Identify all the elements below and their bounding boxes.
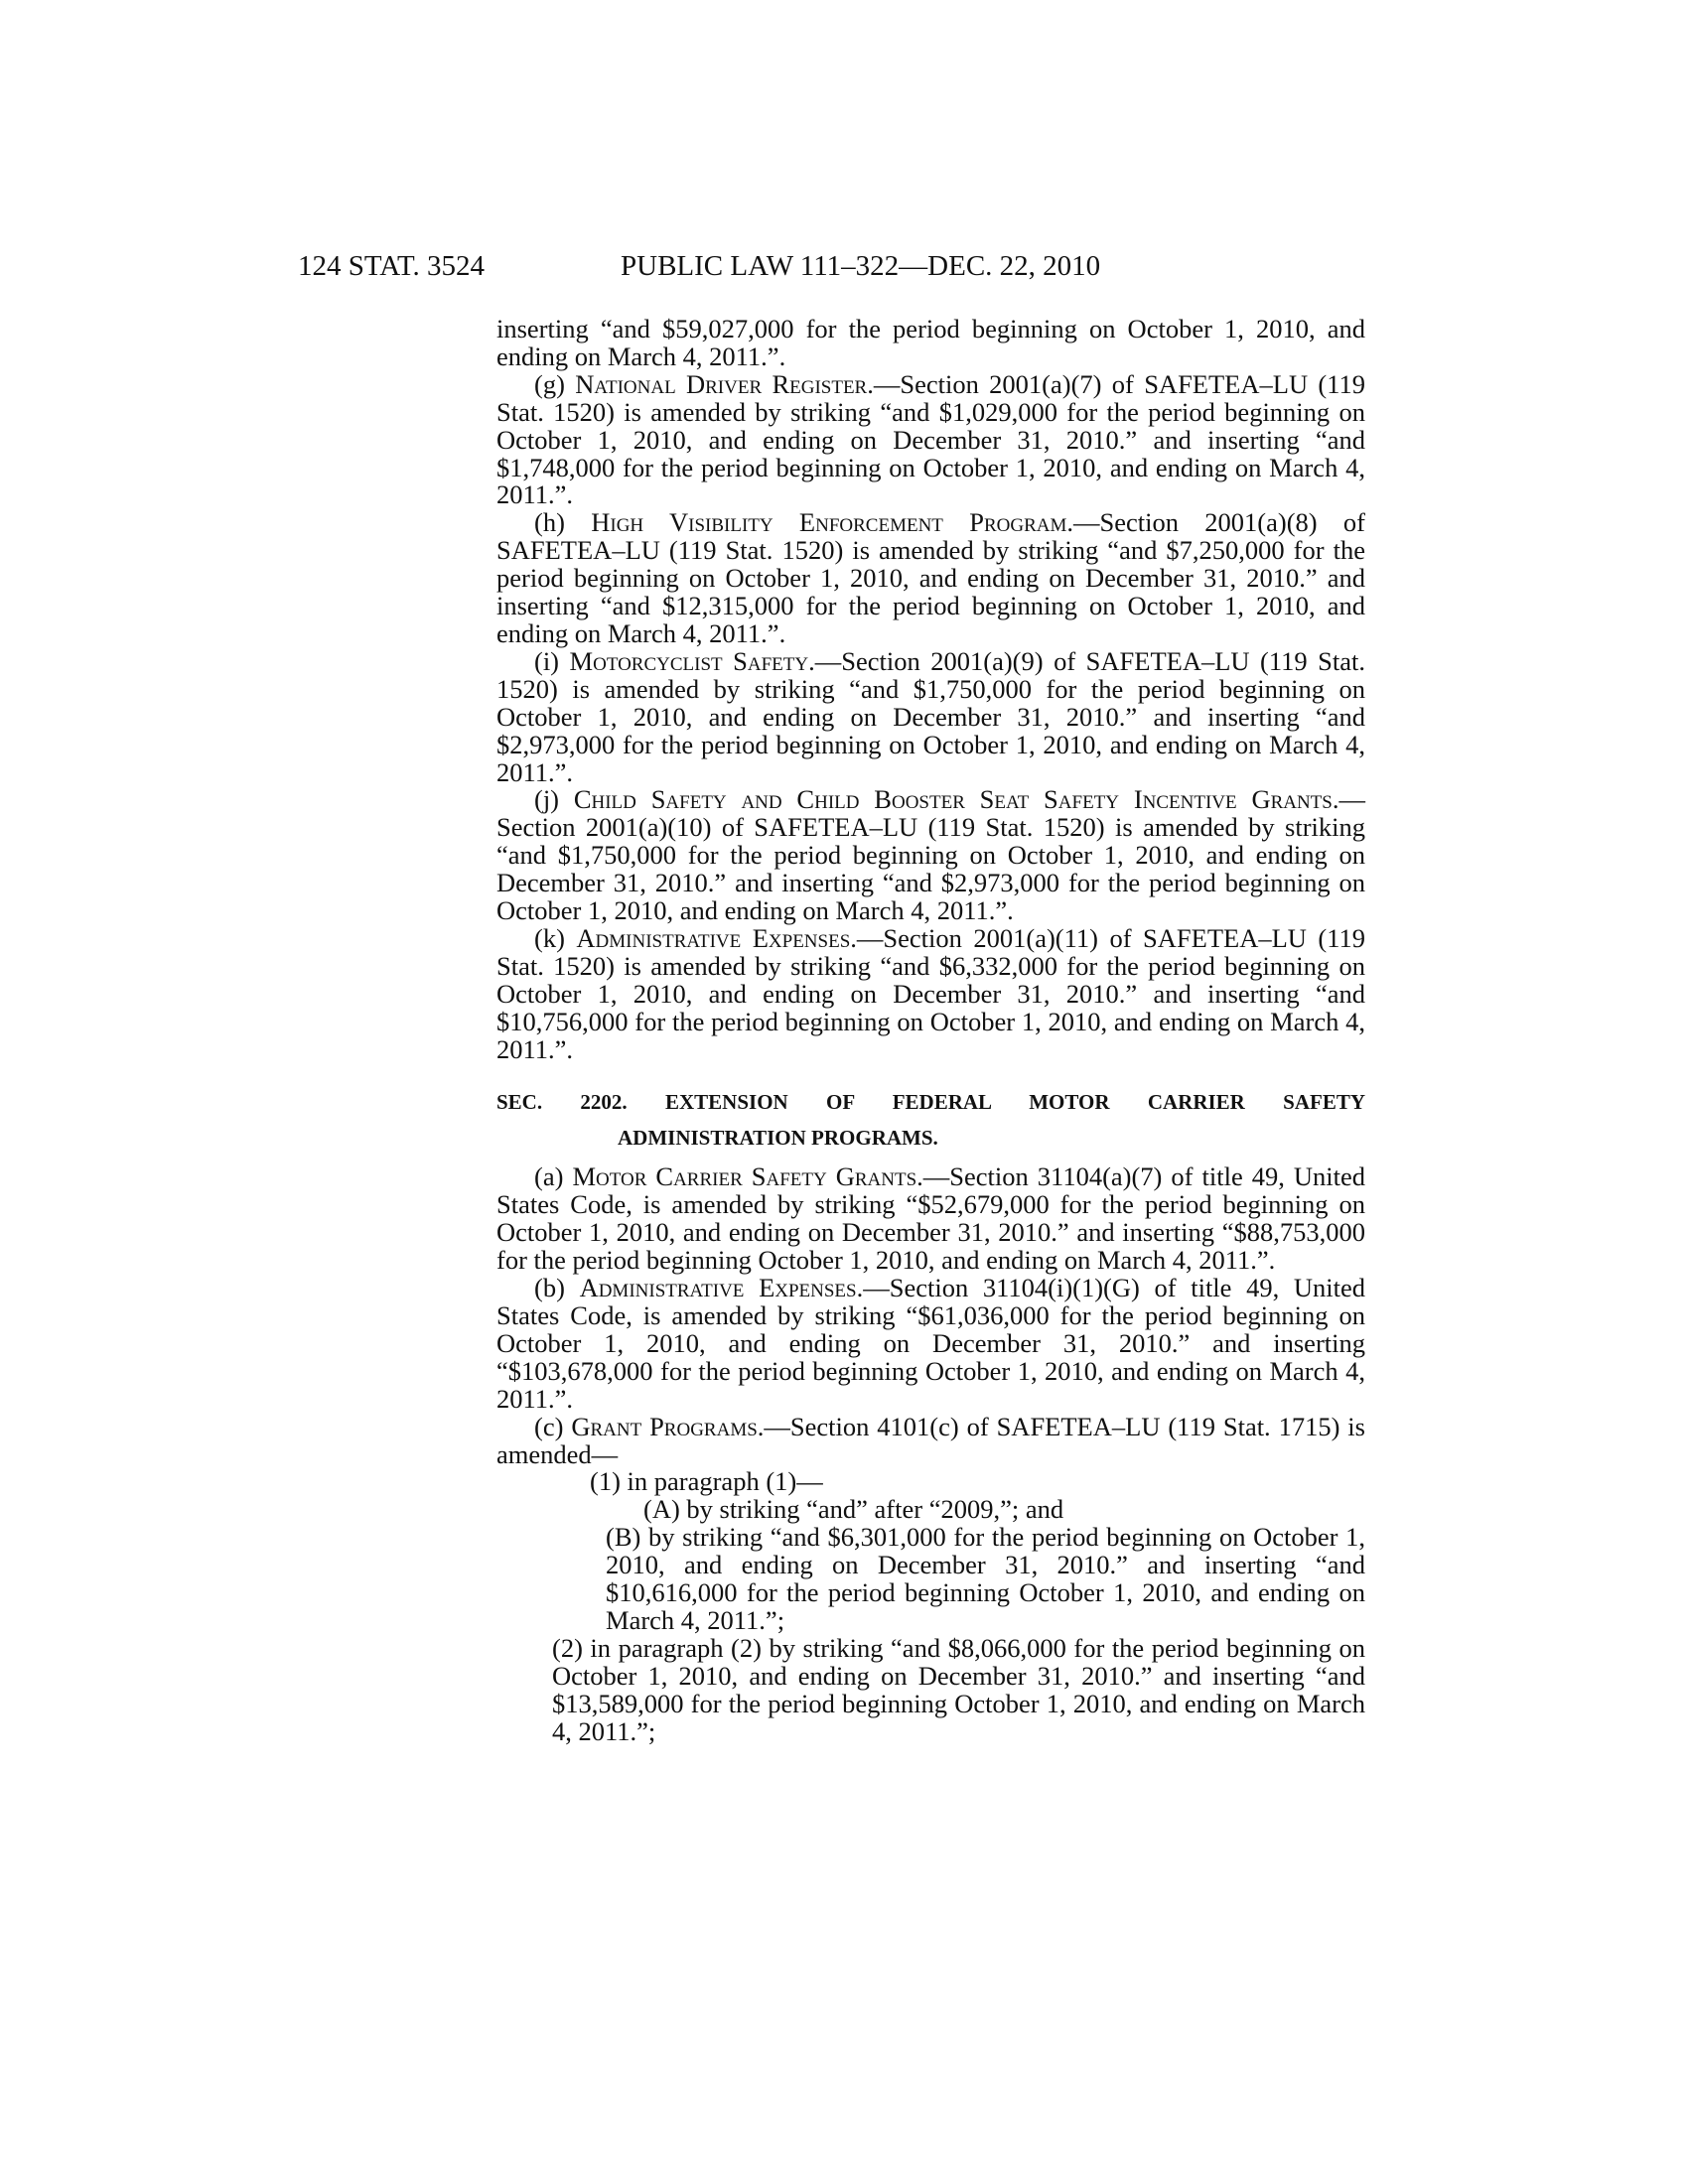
subsection-g-heading: National Driver Register bbox=[575, 368, 868, 399]
subsection-h-text: .—Section 2001(a)(8) of SAFETEA–LU (119 Stat. 1520) is amended by striking “and $7,250,000 for the period beginning on October 1, 2010, and ending on December 31, 2010.” and inserting “and $12,315,000 for the period beginning on October 1, 2010, and ending on March 4, 2011.”. bbox=[496, 507, 1365, 648]
subsection-g bbox=[496, 368, 1365, 510]
subsection-h-heading: High Visibility Enforcement Program bbox=[591, 507, 1067, 538]
subsection-b-text: .—Section 31104(i)(1)(G) of title 49, United States Code, is amended by striking “$61,036,000 for the period beginning on October 1, 2010, and ending on December 31, 2010.” and inserting “$103,678,000 for the period beginning October 1, 2010, and ending on March 4, 2011.”. bbox=[496, 1273, 1365, 1414]
statute-page-number: 124 STAT. 3524 bbox=[298, 250, 486, 282]
paragraph-continuation bbox=[496, 316, 1365, 371]
subsection-k-heading: Administrative Expenses bbox=[576, 922, 851, 953]
paragraph-text: inserting “and $59,027,000 for the period beginning on October 1, 2010, and ending on March 4, 2011.”. bbox=[496, 314, 1365, 371]
subsection-j bbox=[496, 786, 1365, 925]
subsection-h bbox=[496, 509, 1365, 648]
subsection-h-label: (h) bbox=[534, 507, 592, 538]
subsection-a bbox=[496, 1163, 1365, 1275]
subsection-k-text: .—Section 2001(a)(11) of SAFETEA–LU (119 Stat. 1520) is amended by striking “and $6,332,000 for the period beginning on October 1, 2010, and ending on December 31, 2010.” and inserting “and $10,756,000 for the period beginning on October 1, 2010, and ending on March 4, 2011.”. bbox=[496, 922, 1365, 1064]
subsection-g-text: .—Section 2001(a)(7) of SAFETEA–LU (119 Stat. 1520) is amended by striking “and $1,029,000 for the period beginning on October 1, 2010, and ending on December 31, 2010.” and inserting “and $1,748,000 for the period beginning on October 1, 2010, and ending on March 4, 2011.”. bbox=[496, 368, 1365, 510]
paragraph-c-2: (2) in paragraph (2) by striking “and $8,066,000 for the period beginning on October 1, 2010, and ending on December 31, 2010.” and inserting “and $13,589,000 for the period beginning October 1, 2010, and ending on March 4, 2011.”; bbox=[552, 1632, 1365, 1746]
subsection-j-heading: Child Safety and Child Booster Seat Safety Incentive Grants bbox=[573, 784, 1333, 815]
subsection-k bbox=[496, 922, 1365, 1064]
subsection-b bbox=[496, 1275, 1365, 1414]
document-body bbox=[496, 316, 1365, 1746]
subsection-c-label: (c) bbox=[534, 1411, 572, 1441]
subsection-a-heading: Motor Carrier Safety Grants bbox=[572, 1161, 917, 1192]
subsection-i-label: (i) bbox=[534, 645, 570, 676]
subsection-k-label: (k) bbox=[534, 922, 577, 953]
paragraph-c-1: (1) in paragraph (1)— bbox=[590, 1466, 823, 1497]
subsection-a-label: (a) bbox=[534, 1161, 573, 1192]
subsection-j-text: .—Section 2001(a)(10) of SAFETEA–LU (119 Stat. 1520) is amended by striking “and $1,750,000 for the period beginning on October 1, 2010, and ending on December 31, 2010.” and inserting “and $2,973,000 for the period beginning on October 1, 2010, and ending on March 4, 2011.”. bbox=[496, 784, 1365, 926]
subsection-g-label: (g) bbox=[534, 368, 576, 399]
subsection-c bbox=[496, 1411, 1365, 1469]
public-law-title: PUBLIC LAW 111–322—DEC. 22, 2010 bbox=[621, 250, 1101, 282]
section-heading-continued: ADMINISTRATION PROGRAMS. bbox=[618, 1126, 938, 1151]
subsection-c-heading: Grant Programs bbox=[571, 1411, 758, 1441]
subsection-a-text: .—Section 31104(a)(7) of title 49, United States Code, is amended by striking “$52,679,000 for the period beginning on October 1, 2010, and ending on December 31, 2010.” and inserting “$88,753,000 for the period beginning October 1, 2010, and ending on March 4, 2011.”. bbox=[496, 1161, 1365, 1276]
section-heading: SEC. 2202. EXTENSION OF FEDERAL MOTOR CARRIER SAFETY bbox=[496, 1090, 1365, 1115]
subparagraph-c-1-B: (B) by striking “and $6,301,000 for the period beginning on October 1, 2010, and ending on December 31, 2010.” and inserting “and $10,616,000 for the period beginning October 1, 2010, and ending on March 4, 2011.”; bbox=[606, 1522, 1365, 1635]
subsection-c-text: .—Section 4101(c) of SAFETEA–LU (119 Stat. 1715) is amended— bbox=[496, 1411, 1365, 1469]
page-header bbox=[298, 248, 1370, 284]
subsection-b-label: (b) bbox=[534, 1273, 580, 1303]
subsection-i-text: .—Section 2001(a)(9) of SAFETEA–LU (119 Stat. 1520) is amended by striking “and $1,750,000 for the period beginning on October 1, 2010, and ending on December 31, 2010.” and inserting “and $2,973,000 for the period beginning on October 1, 2010, and ending on March 4, 2011.”. bbox=[496, 645, 1366, 787]
subsection-b-heading: Administrative Expenses bbox=[579, 1273, 857, 1303]
subsection-i bbox=[496, 645, 1366, 787]
subsection-i-heading: Motorcyclist Safety bbox=[569, 645, 809, 676]
subparagraph-c-1-A: (A) by striking “and” after “2009,”; and bbox=[643, 1494, 1064, 1525]
subsection-j-label: (j) bbox=[534, 784, 574, 815]
